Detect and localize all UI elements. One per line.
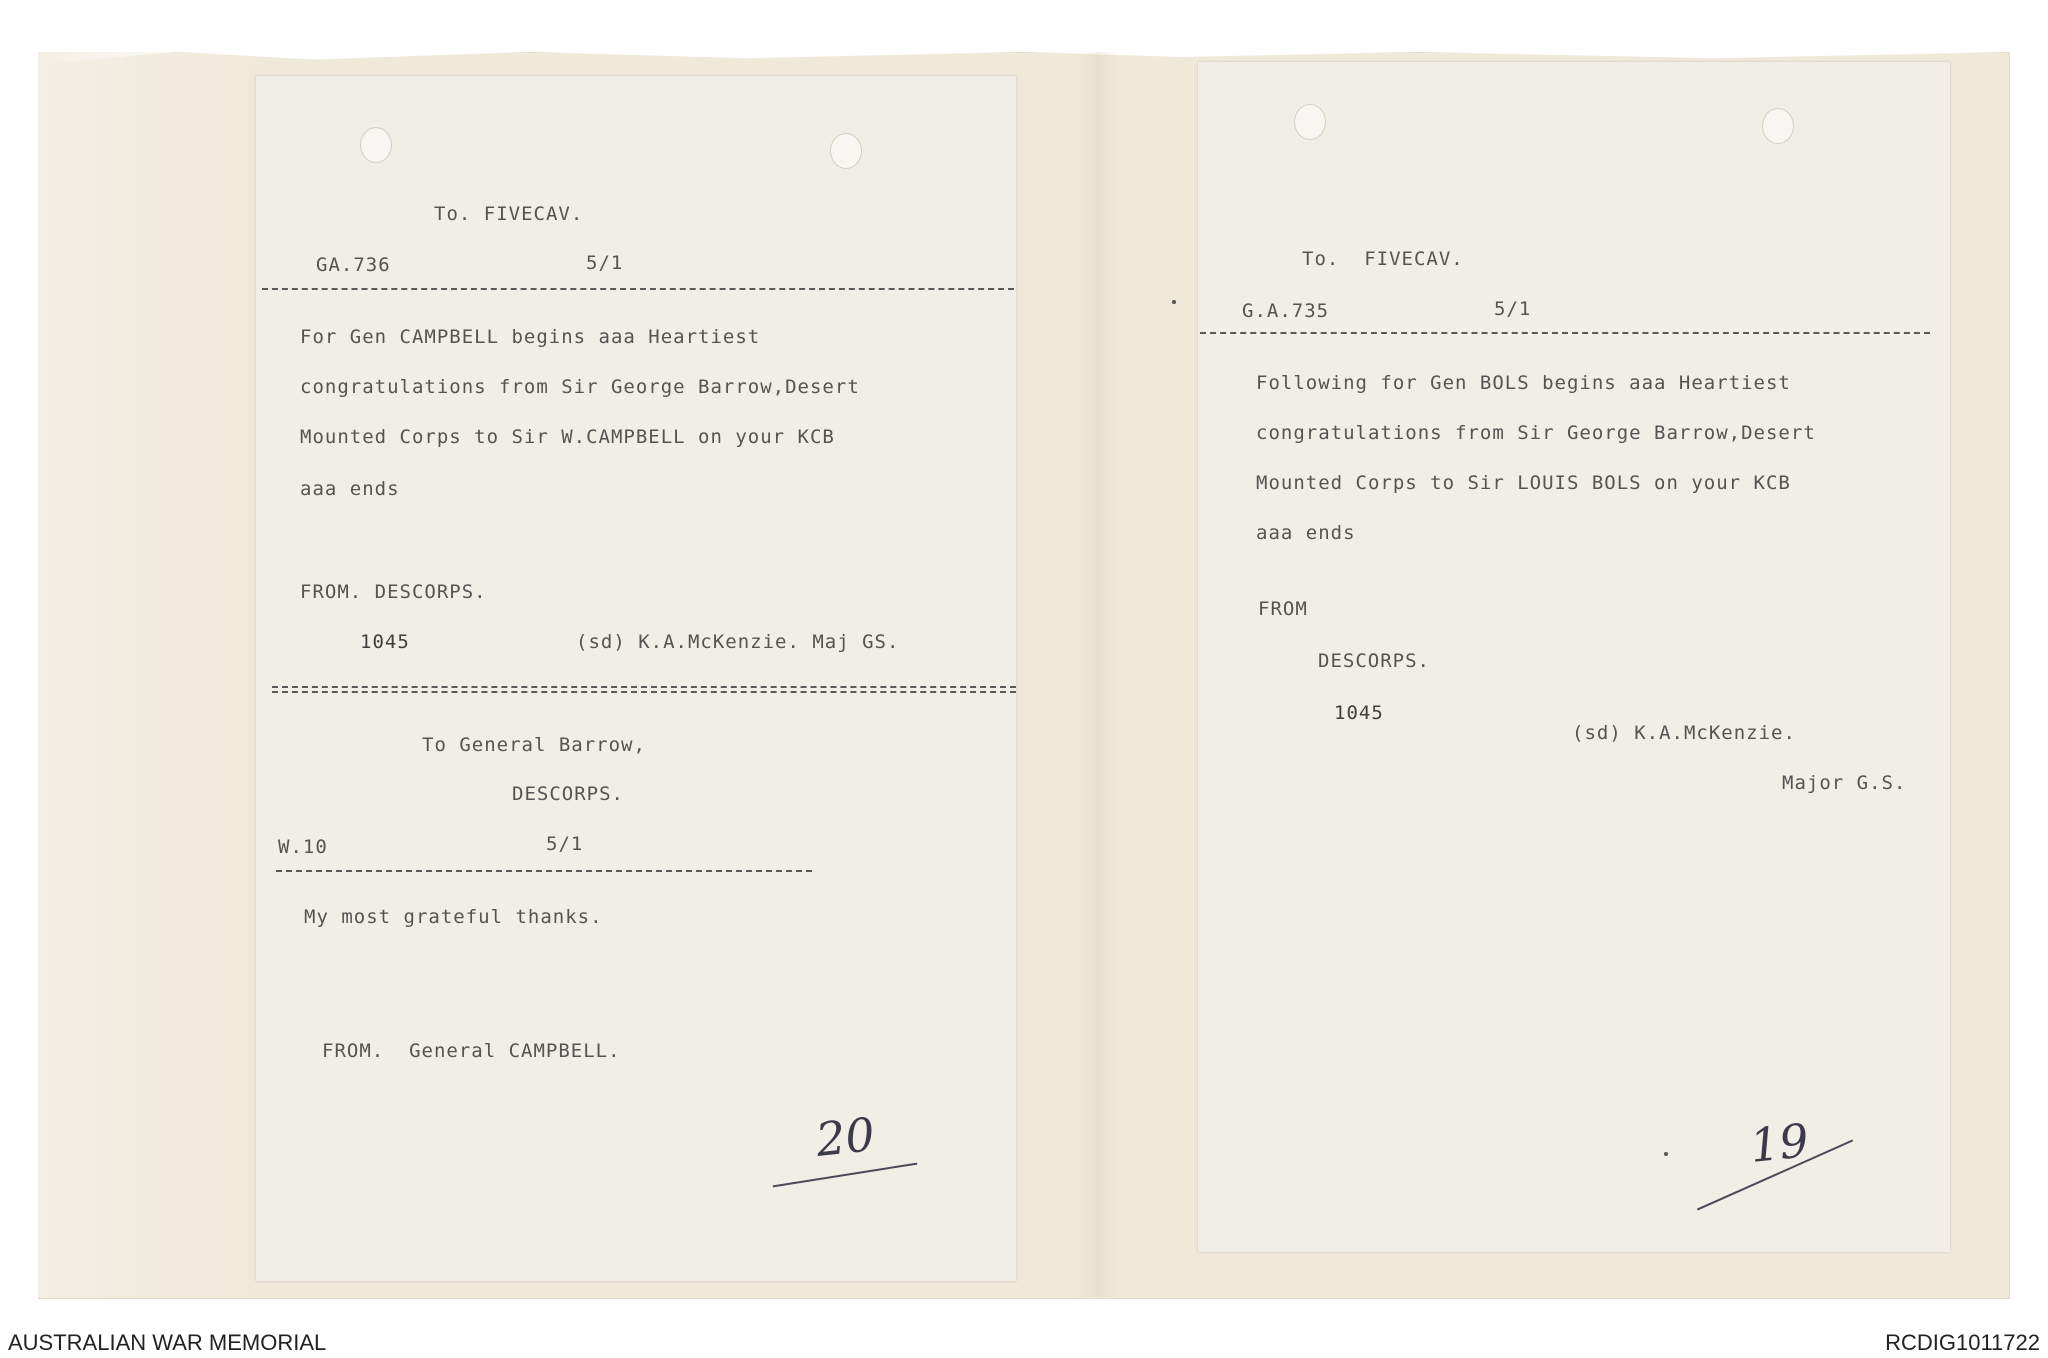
msg2-ref: W.10 — [278, 836, 328, 858]
left-telegram-sheet — [256, 76, 1016, 1281]
msg-ref: G.A.735 — [1242, 300, 1330, 322]
handwritten-page-number: 19 — [1747, 1113, 1812, 1173]
ink-dot — [1664, 1152, 1668, 1156]
msg1-body-line: congratulations from Sir George Barrow,Desert — [300, 376, 860, 398]
msg-body-line: congratulations from Sir George Barrow,Desert — [1256, 422, 1816, 444]
msg-from-unit: DESCORPS. — [1318, 650, 1430, 672]
msg-time: 1045 — [1334, 702, 1384, 724]
msg2-from: FROM. General CAMPBELL. — [322, 1040, 621, 1062]
msg2-body: My most grateful thanks. — [304, 906, 603, 928]
punch-hole — [1762, 108, 1794, 144]
handwritten-underline — [773, 1163, 918, 1188]
msg-body-line: Following for Gen BOLS begins aaa Heartiest — [1256, 372, 1791, 394]
image-id: RCDIG1011722 — [1885, 1330, 2040, 1355]
msg1-from: FROM. DESCORPS. — [300, 581, 487, 603]
msg1-date: 5/1 — [586, 252, 624, 274]
ink-dot — [1172, 300, 1176, 304]
center-fold — [1078, 52, 1118, 1297]
msg1-ref: GA.736 — [316, 254, 391, 276]
msg1-signature: (sd) K.A.McKenzie. Maj GS. — [576, 631, 900, 653]
handwritten-page-number: 20 — [813, 1107, 878, 1167]
msg-body-line: aaa ends — [1256, 522, 1356, 544]
divider — [276, 870, 812, 872]
divider — [262, 288, 1014, 290]
punch-hole — [360, 127, 392, 163]
msg1-body-line: For Gen CAMPBELL begins aaa Heartiest — [300, 326, 761, 348]
msg-date: 5/1 — [1494, 298, 1532, 320]
msg2-to: To General Barrow, — [422, 734, 646, 756]
msg2-date: 5/1 — [546, 833, 584, 855]
double-divider — [272, 686, 1016, 693]
msg-signature: (sd) K.A.McKenzie. — [1572, 722, 1796, 744]
msg-body-line: Mounted Corps to Sir LOUIS BOLS on your KCB — [1256, 472, 1791, 494]
msg-from: FROM — [1258, 598, 1308, 620]
divider — [1200, 332, 1930, 334]
msg2-to-line2: DESCORPS. — [512, 783, 624, 805]
msg1-time: 1045 — [360, 631, 410, 653]
institution-credit: AUSTRALIAN WAR MEMORIAL — [8, 1330, 327, 1355]
backing-tint — [38, 52, 258, 1297]
msg-rank: Major G.S. — [1782, 772, 1907, 794]
msg1-body-line: aaa ends — [300, 478, 400, 500]
punch-hole — [1294, 104, 1326, 140]
right-telegram-sheet — [1198, 62, 1950, 1252]
msg-to: To. FIVECAV. — [1302, 248, 1464, 270]
msg1-body-line: Mounted Corps to Sir W.CAMPBELL on your KCB — [300, 426, 835, 448]
punch-hole — [830, 133, 862, 169]
msg1-to: To. FIVECAV. — [434, 203, 584, 225]
